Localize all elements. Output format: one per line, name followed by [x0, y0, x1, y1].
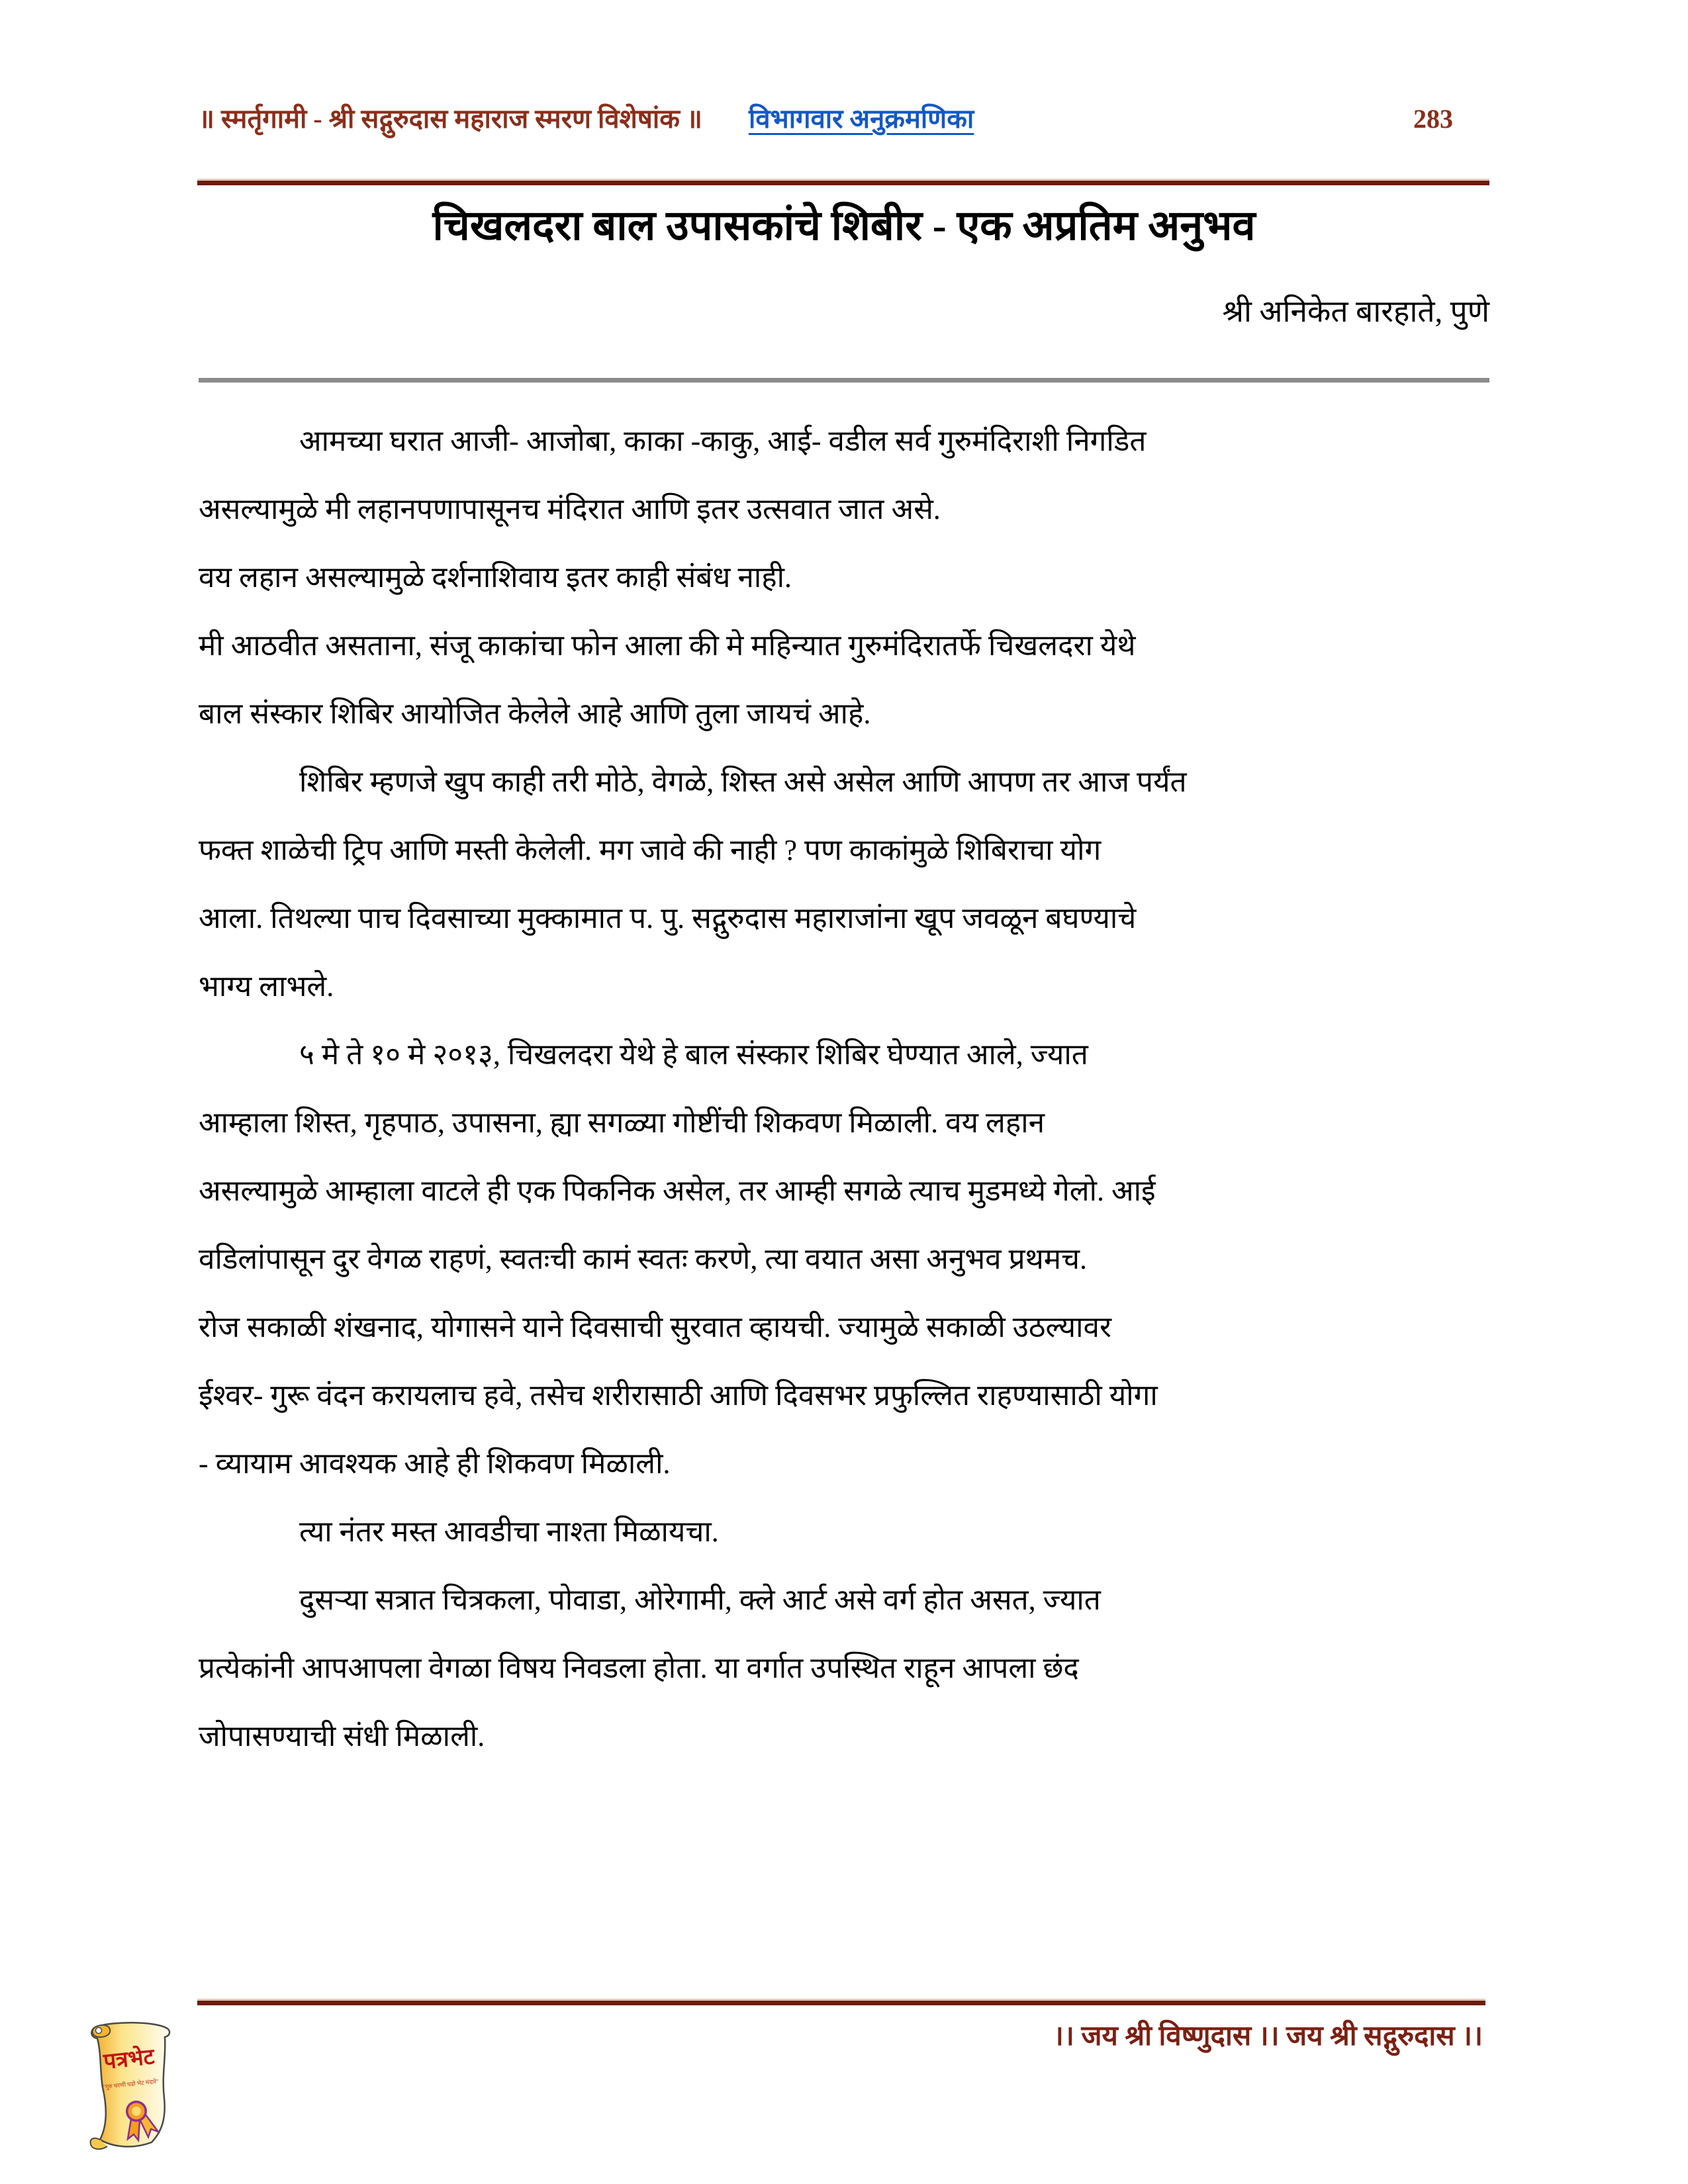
body-line: - व्यायाम आवश्यक आहे ही शिकवण मिळाली.: [199, 1447, 671, 1480]
page-header: [199, 99, 1489, 136]
body-line: वय लहान असल्यामुळे दर्शनाशिवाय इतर काही संबंध नाही.: [199, 561, 792, 594]
byline-divider: [199, 378, 1489, 383]
body-line: त्या नंतर मस्त आवडीचा नाश्ता मिळायचा.: [299, 1516, 719, 1548]
footer-mantra: ।। जय श्री विष्णुदास ।। जय श्री सद्गुरुदास ।।: [1053, 2021, 1483, 2052]
body-line: बाल संस्कार शिबिर आयोजित केलेले आहे आणि तुला जायचं आहे.: [199, 698, 871, 730]
toc-link[interactable]: विभागवार अनुक्रमणिका: [748, 104, 974, 134]
logo-title: पत्रभेट: [102, 2045, 156, 2074]
body-line: वडिलांपासून दुर वेगळ राहणं, स्वतःची कामं स्वतः करणे, त्या वयात असा अनुभव प्रथमच.: [199, 1243, 1088, 1275]
body-line: जोपासण्याची संधी मिळाली.: [199, 1720, 485, 1752]
body-line: भाग्य लाभले.: [199, 970, 334, 1003]
body-line: रोज सकाळी शंखनाद, योगासने याने दिवसाची सुरवात व्हायची. ज्यामुळे सकाळी उठल्यावर: [199, 1311, 1111, 1343]
body-line: आमच्या घरात आजी- आजोबा, काका -काकु, आई- वडील सर्व गुरुमंदिराशी निगडित: [299, 425, 1147, 457]
logo-tagline: "गुरु चरणी घडो भेट मंदारे": [103, 2077, 160, 2091]
article-title: चिखलदरा बाल उपासकांचे शिबीर - एक अप्रतिम अनुभव: [432, 203, 1256, 249]
body-line: फक्त शाळेची ट्रिप आणि मस्ती केलेली. मग जावे की नाही ? पण काकांमुळे शिबिराचा योग: [199, 834, 1102, 866]
body-line: शिबिर म्हणजे खुप काही तरी मोठे, वेगळे, शिस्त असे असेल आणि आपण तर आज पर्यंत: [299, 766, 1187, 798]
scroll-hole: [96, 2028, 102, 2034]
body-line: असल्यामुळे आम्हाला वाटले ही एक पिकनिक असेल, तर आम्ही सगळे त्याच मुडमध्ये गेलो. आई: [199, 1175, 1156, 1207]
body-line: प्रत्येकांनी आपआपला वेगळा विषय निवडला होता. या वर्गात उपस्थित राहून आपला छंद: [199, 1652, 1079, 1684]
footer-divider: [197, 1999, 1485, 2005]
body-line: असल्यामुळे मी लहानपणापासूनच मंदिरात आणि इतर उत्सवात जात असे.: [199, 493, 941, 525]
body-line: मी आठवीत असताना, संजू काकांचा फोन आला की मे महिन्यात गुरुमंदिरातर्फे चिखलदरा येथे: [199, 629, 1136, 662]
body-line: ५ मे ते १० मे २०१३, चिखलदरा येथे हे बाल संस्कार शिबिर घेण्यात आले, ज्यात: [299, 1038, 1088, 1071]
patrabhet-logo: [73, 2019, 173, 2163]
article-body: [199, 407, 1489, 1770]
body-line: आम्हाला शिस्त, गृहपाठ, उपासना, ह्या सगळ्या गोष्टींची शिकवण मिळाली. वय लहान: [199, 1107, 1045, 1139]
scroll-logo-icon: [73, 2019, 173, 2163]
publication-title: ॥ स्मर्तृगामी - श्री सद्गुरुदास महाराज स्मरण विशेषांक ॥: [199, 104, 702, 134]
body-line: आला. तिथल्या पाच दिवसाच्या मुक्कामात प. पु. सद्गुरुदास महाराजांना खूप जवळून बघण्याचे: [199, 902, 1137, 934]
page-number: 283: [1413, 104, 1453, 134]
body-line: ईश्वर- गुरू वंदन करायलाच हवे, तसेच शरीरासाठी आणि दिवसभर प्रफुल्लित राहण्यासाठी योगा: [199, 1379, 1158, 1412]
article-byline: श्री अनिकेत बारहाते, पुणे: [1222, 295, 1489, 328]
header-divider: [197, 179, 1489, 185]
body-line: दुसऱ्या सत्रात चित्रकला, पोवाडा, ओरेगामी, क्ले आर्ट असे वर्ग होत असत, ज्यात: [299, 1584, 1101, 1616]
